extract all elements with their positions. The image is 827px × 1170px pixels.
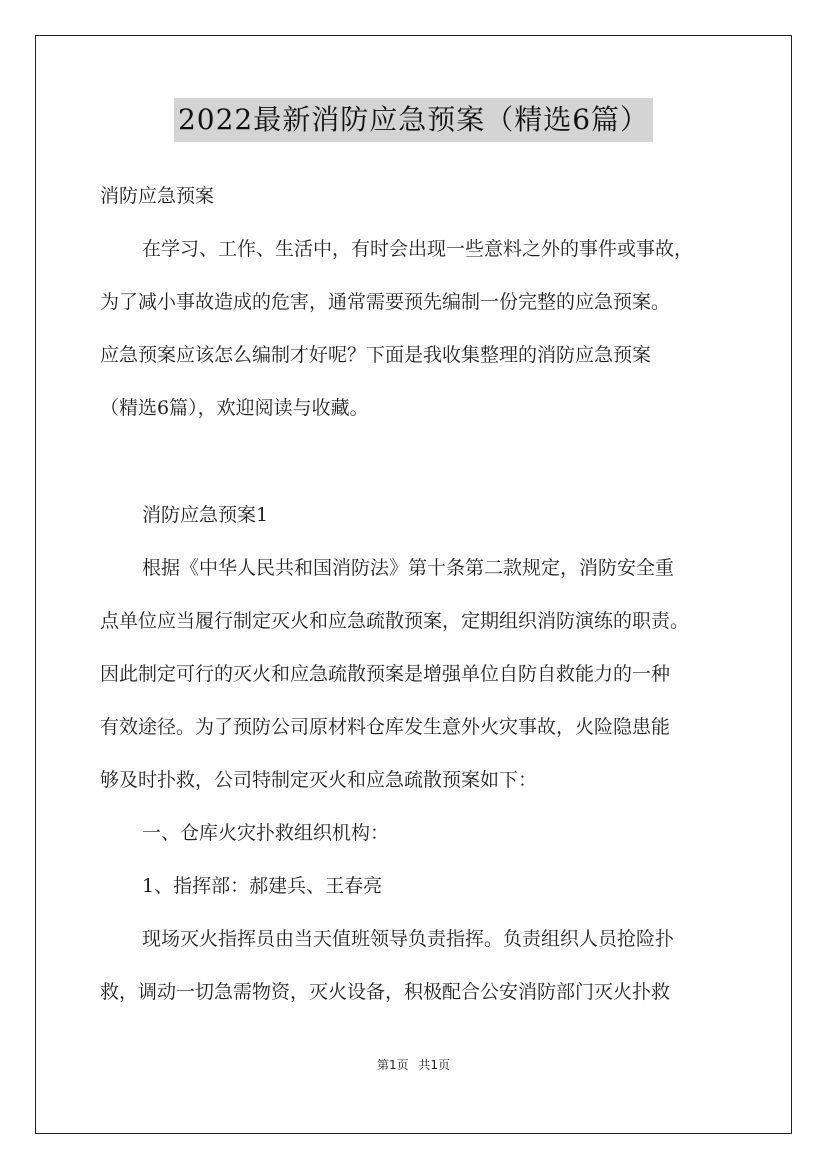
document-title: 2022最新消防应急预案（精选6篇） (174, 98, 653, 142)
spacer (100, 435, 740, 489)
paragraph-line: （精选6篇），欢迎阅读与收藏。 (100, 397, 369, 419)
paragraph-line: 有效途径。为了预防公司原材料仓库发生意外火灾事故，火险隐患能 (100, 716, 671, 738)
paragraph-line: 根据《中华人民共和国消防法》第十条第二款规定，消防安全重 (142, 557, 675, 579)
paragraph-line: 点单位应当履行制定灭火和应急疏散预案，定期组织消防演练的职责。 (100, 610, 690, 632)
paragraph-line: 在学习、工作、生活中，有时会出现一些意料之外的事件或事故， (142, 238, 694, 260)
title-container (0, 98, 827, 142)
paragraph-line: 因此制定可行的灭火和应急疏散预案是增强单位自防自救能力的一种 (100, 663, 671, 685)
page-total: 共1页 (418, 1058, 451, 1072)
list-heading: 一、仓库火灾扑救组织机构： (142, 822, 390, 844)
paragraph-line: 为了减小事故造成的危害，通常需要预先编制一份完整的应急预案。 (100, 291, 671, 313)
list-item: 1、指挥部：郝建兵、王春亮 (142, 875, 383, 897)
paragraph-line: 现场灭火指挥员由当天值班领导负责指挥。负责组织人员抢险扑 (142, 928, 675, 950)
paragraph-line: 应急预案应该怎么编制才好呢？下面是我收集整理的消防应急预案 (100, 344, 652, 366)
paragraph-line: 救，调动一切急需物资，灭火设备，积极配合公安消防部门灭火扑救 (100, 981, 671, 1003)
section-heading: 消防应急预案 (100, 185, 215, 207)
document-body (100, 170, 740, 1019)
page-footer (0, 1056, 827, 1073)
page-number: 第1页 (376, 1058, 409, 1072)
paragraph-line: 够及时扑救，公司特制定灭火和应急疏散预案如下： (100, 769, 538, 791)
section-heading: 消防应急预案1 (142, 504, 269, 526)
